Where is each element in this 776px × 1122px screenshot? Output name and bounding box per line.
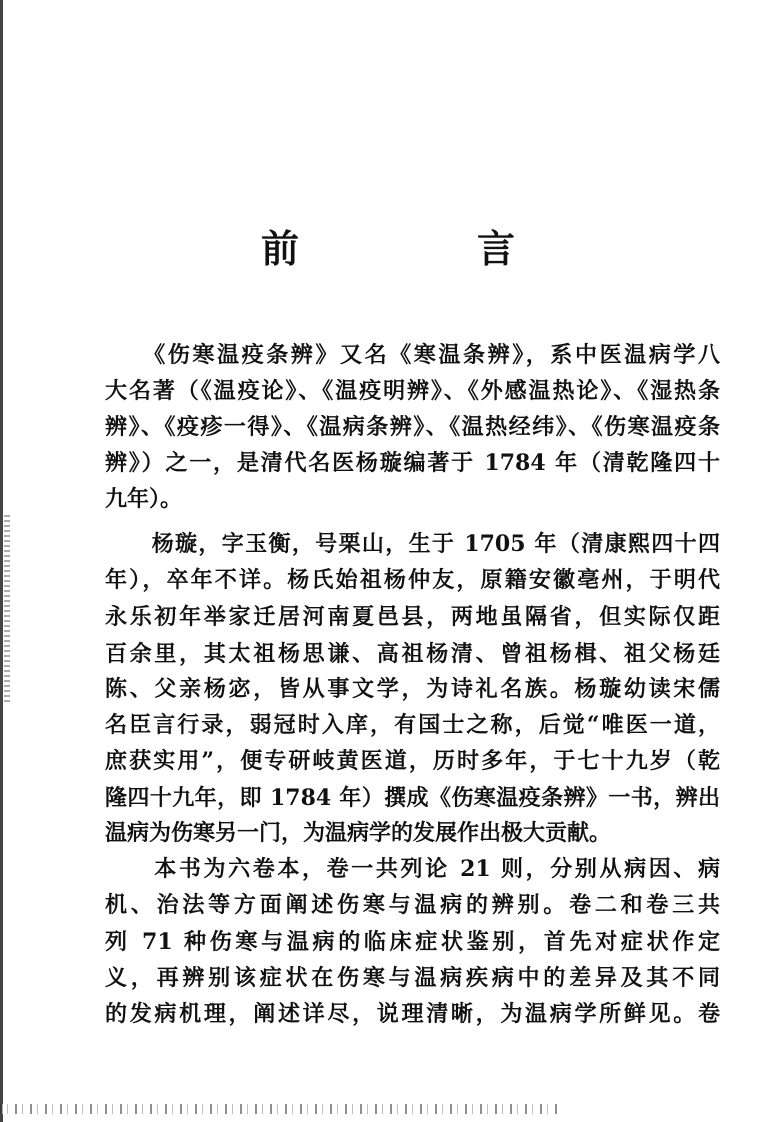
text-line: 年），卒年不详。杨氏始祖杨仲友，原籍安徽亳州，于明代 xyxy=(105,567,720,593)
page-title: 前 言 xyxy=(260,226,585,271)
text-line: 永乐初年举家迁居河南夏邑县，两地虽隔省，但实际仅距 xyxy=(105,604,720,630)
text-line: 陈、父亲杨宓，皆从事文学，为诗礼名族。杨璇幼读宋儒 xyxy=(105,676,720,702)
text-line: 九年）。 xyxy=(105,486,183,512)
text-line: 温病为伤寒另一门，为温病学的发展作出极大贡献。 xyxy=(105,820,612,846)
scan-noise xyxy=(0,1104,560,1114)
text-line: 辨》、《疫疹一得》、《温病条辨》、《温热经纬》、《伤寒温疫条 xyxy=(105,414,720,440)
text-line: 百余里，其太祖杨思谦、高祖杨清、曾祖杨楫、祖父杨廷 xyxy=(105,641,720,667)
text-line: 《伤寒温疫条辨》又名《寒温条辨》，系中医温病学八 xyxy=(105,342,720,368)
text-line: 杨璇，字玉衡，号栗山，生于 1705 年（清康熙四十四 xyxy=(105,531,720,557)
text-line: 的发病机理，阐述详尽，说理清晰，为温病学所鲜见。卷 xyxy=(105,1001,720,1027)
text-line: 义，再辨别该症状在伤寒与温病疾病中的差异及其不同 xyxy=(105,965,720,991)
text-line: 隆四十九年，即 1784 年）撰成《伤寒温疫条辨》一书，辨出 xyxy=(105,785,720,811)
text-line: 列 71 种伤寒与温病的临床症状鉴别，首先对症状作定 xyxy=(105,929,720,955)
text-line: 大名著（《温疫论》、《温疫明辨》、《外感温热论》、《湿热条 xyxy=(105,378,720,404)
text-line: 辨》）之一，是清代名医杨璇编著于 1784 年（清乾隆四十 xyxy=(105,450,720,476)
text-line: 本书为六卷本，卷一共列论 21 则，分别从病因、病 xyxy=(105,856,720,882)
scan-artifact xyxy=(4,515,10,705)
text-line: 名臣言行录，弱冠时入庠，有国士之称，后觉“唯医一道， xyxy=(105,712,720,738)
text-line: 机、治法等方面阐述伤寒与温病的辨别。卷二和卷三共 xyxy=(105,892,720,918)
text-line: 庶获实用”，便专研岐黄医道，历时多年，于七十九岁（乾 xyxy=(105,748,720,774)
scan-edge xyxy=(0,0,3,1122)
